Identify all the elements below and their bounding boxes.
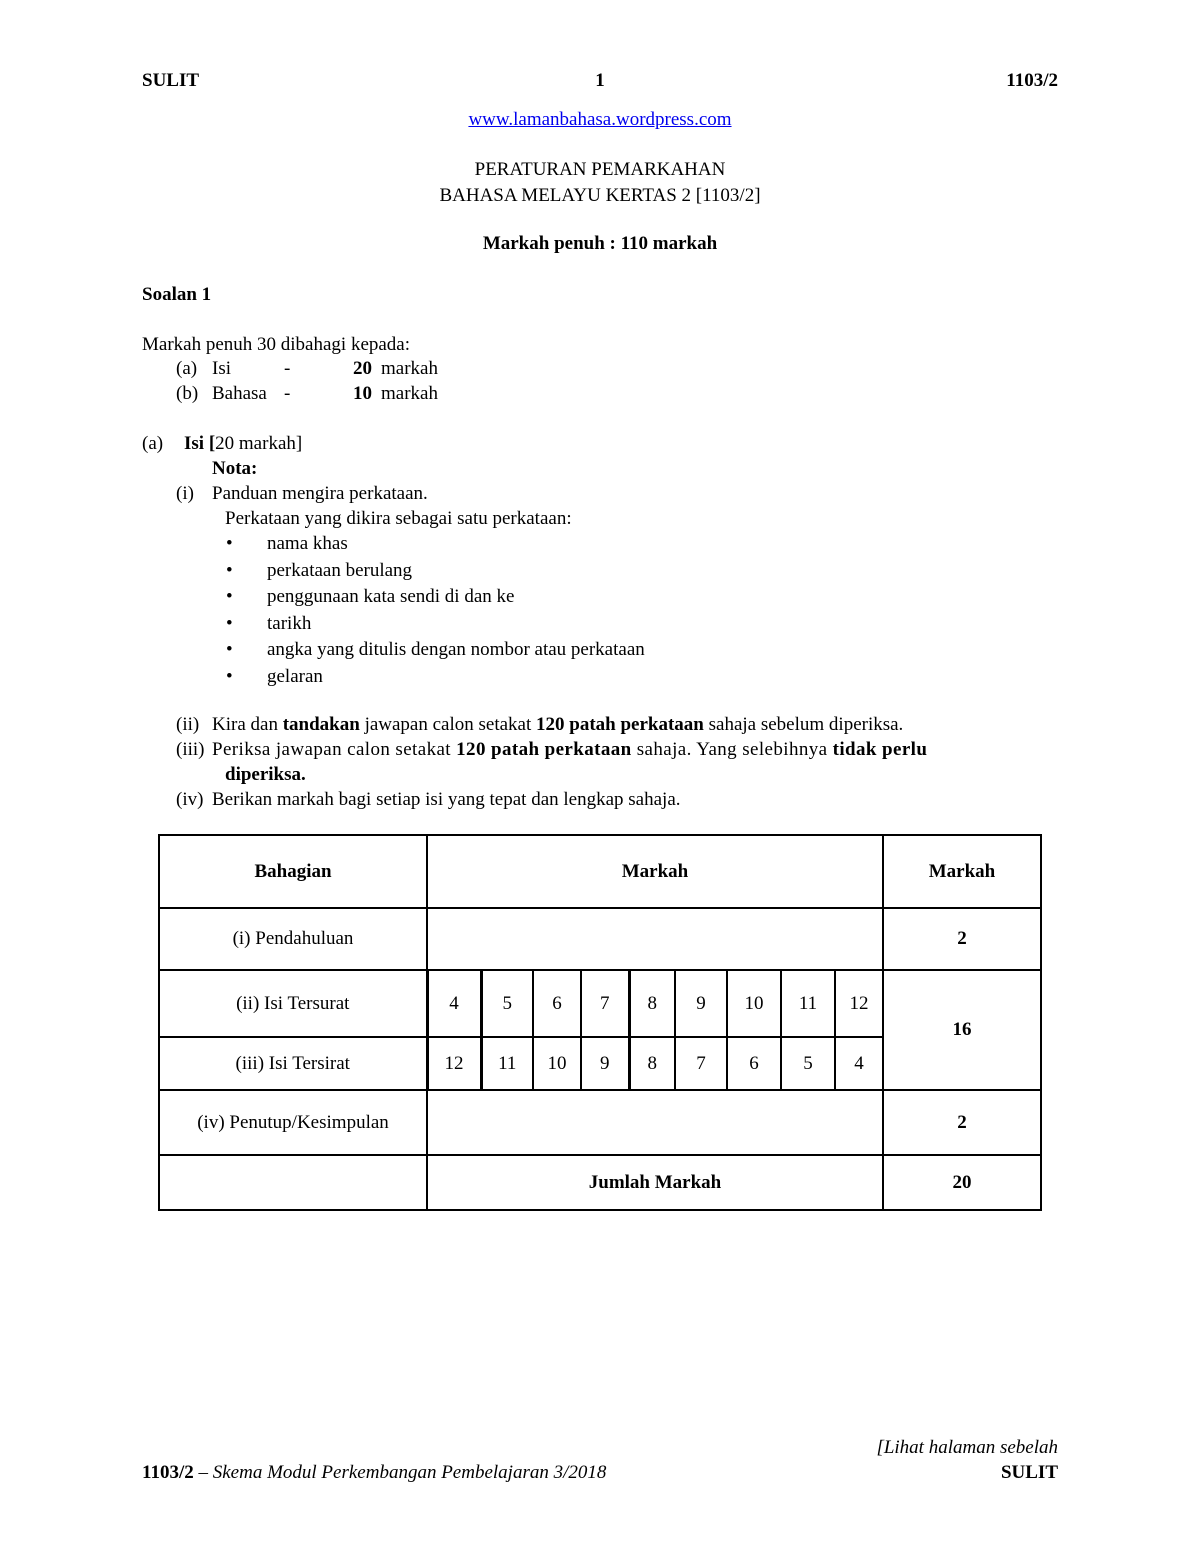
note-i-sub: Perkataan yang dikira sebagai satu perkataan:: [225, 508, 572, 529]
footer-left: [142, 1462, 606, 1484]
row-penutup-label: (iv) Penutup/Kesimpulan: [159, 1090, 427, 1155]
page-number: 1: [595, 70, 605, 91]
note-iii-text: Periksa jawapan calon setakat 120 patah perkataan sahaja. Yang selebihnya tidak perlu: [212, 739, 928, 760]
row-jumlah-empty: [159, 1155, 427, 1210]
note-ii-text: Kira dan tandakan jawapan calon setakat 120 patah perkataan sahaja sebelum diperiksa.: [212, 714, 904, 735]
section-a-name: Isi: [184, 433, 205, 454]
tersirat-value: 5: [781, 1037, 835, 1090]
part-a-dash: -: [284, 358, 291, 379]
section-a-bracket: [: [208, 433, 216, 454]
marks-intro: Markah penuh 30 dibahagi kepada:: [142, 334, 411, 355]
tersirat-value: 6: [727, 1037, 781, 1090]
table-row: [159, 908, 1041, 970]
note-i-text: Panduan mengira perkataan.: [212, 483, 428, 504]
website-link[interactable]: www.lamanbahasa.wordpress.com: [468, 109, 732, 130]
footer-dash: –: [193, 1462, 213, 1483]
table-header-row: [159, 835, 1041, 908]
nota-label: Nota:: [212, 458, 258, 479]
tersirat-value: 11: [481, 1037, 533, 1090]
note-ii-label: (ii): [176, 714, 200, 735]
part-a-unit: markah: [381, 358, 438, 379]
marking-table: [158, 834, 1042, 1211]
bullet-icon: •: [226, 639, 233, 660]
tersirat-value: 4: [835, 1037, 883, 1090]
row-jumlah-mark: 20: [883, 1155, 1041, 1210]
bullet-icon: •: [226, 533, 233, 554]
bullet-icon: •: [226, 559, 233, 581]
footer-sulit: SULIT: [1000, 1462, 1058, 1483]
footer-next-page: [Lihat halaman sebelah: [876, 1437, 1058, 1458]
row-penutup-empty: [427, 1090, 883, 1155]
full-marks: Markah penuh : 110 markah: [482, 233, 718, 254]
tersirat-value: 7: [675, 1037, 727, 1090]
row-tersirat-label: (iii) Isi Tersirat: [159, 1037, 427, 1090]
table-row: [159, 1155, 1041, 1210]
bullet-icon: •: [226, 665, 233, 687]
note-iii-cont: diperiksa.: [225, 764, 306, 785]
part-b-num: 10: [353, 383, 372, 404]
part-a-label: (a): [176, 358, 198, 379]
header-left: SULIT: [142, 70, 200, 91]
table-row: [159, 1090, 1041, 1155]
part-b-dash: -: [284, 383, 291, 404]
part-b-name: Bahasa: [212, 383, 267, 404]
part-b-unit: markah: [381, 383, 438, 404]
tersurat-value: 5: [481, 970, 533, 1037]
note-i-label: (i): [176, 483, 194, 504]
tersirat-value: 12: [427, 1037, 481, 1090]
tersurat-value: 4: [427, 970, 481, 1037]
row-penutup-mark: 2: [883, 1090, 1041, 1155]
tersirat-value: 9: [581, 1037, 629, 1090]
section-a-marks: 20 markah]: [215, 433, 303, 454]
doc-title-line2: BAHASA MELAYU KERTAS 2 [1103/2]: [439, 185, 761, 206]
row-pendahuluan-mark: 2: [883, 908, 1041, 970]
tersurat-value: 10: [727, 970, 781, 1037]
tersurat-value: 6: [533, 970, 581, 1037]
bullet-icon: •: [226, 612, 233, 634]
row-jumlah-label: Jumlah Markah: [427, 1155, 883, 1210]
part-a-name: Isi: [212, 358, 231, 379]
isi-mark: 16: [883, 970, 1041, 1090]
header-markah: Markah: [427, 835, 883, 908]
header-markah-total: Markah: [883, 835, 1041, 908]
bullet-icon: •: [226, 586, 233, 607]
section-a-title: [184, 433, 302, 455]
footer-code: 1103/2: [142, 1462, 194, 1483]
tersurat-value: 12: [835, 970, 883, 1037]
note-iv-text: Berikan markah bagi setiap isi yang tepat dan lengkap sahaja.: [212, 789, 681, 810]
header-bahagian: Bahagian: [159, 835, 427, 908]
section-a-label: (a): [142, 433, 164, 454]
tersirat-value: 8: [629, 1037, 675, 1090]
tersurat-value: 11: [781, 970, 835, 1037]
note-iii-label: (iii): [176, 739, 205, 760]
note-iv-label: (iv): [176, 789, 204, 810]
row-tersurat-label: (ii) Isi Tersurat: [159, 970, 427, 1037]
tersurat-value: 9: [675, 970, 727, 1037]
row-pendahuluan-label: (i) Pendahuluan: [159, 908, 427, 970]
row-pendahuluan-empty: [427, 908, 883, 970]
tersirat-value: 10: [533, 1037, 581, 1090]
header-code: 1103/2: [1006, 70, 1058, 91]
footer-title: Skema Modul Perkembangan Pembelajaran 3/2018: [212, 1462, 607, 1483]
tersurat-value: 7: [581, 970, 629, 1037]
table-row: [159, 970, 1041, 1037]
question-heading: Soalan 1: [142, 284, 212, 305]
tersurat-value: 8: [629, 970, 675, 1037]
part-a-num: 20: [353, 358, 372, 379]
doc-title-line1: PERATURAN PEMARKAHAN: [474, 159, 726, 180]
part-b-label: (b): [176, 383, 199, 404]
